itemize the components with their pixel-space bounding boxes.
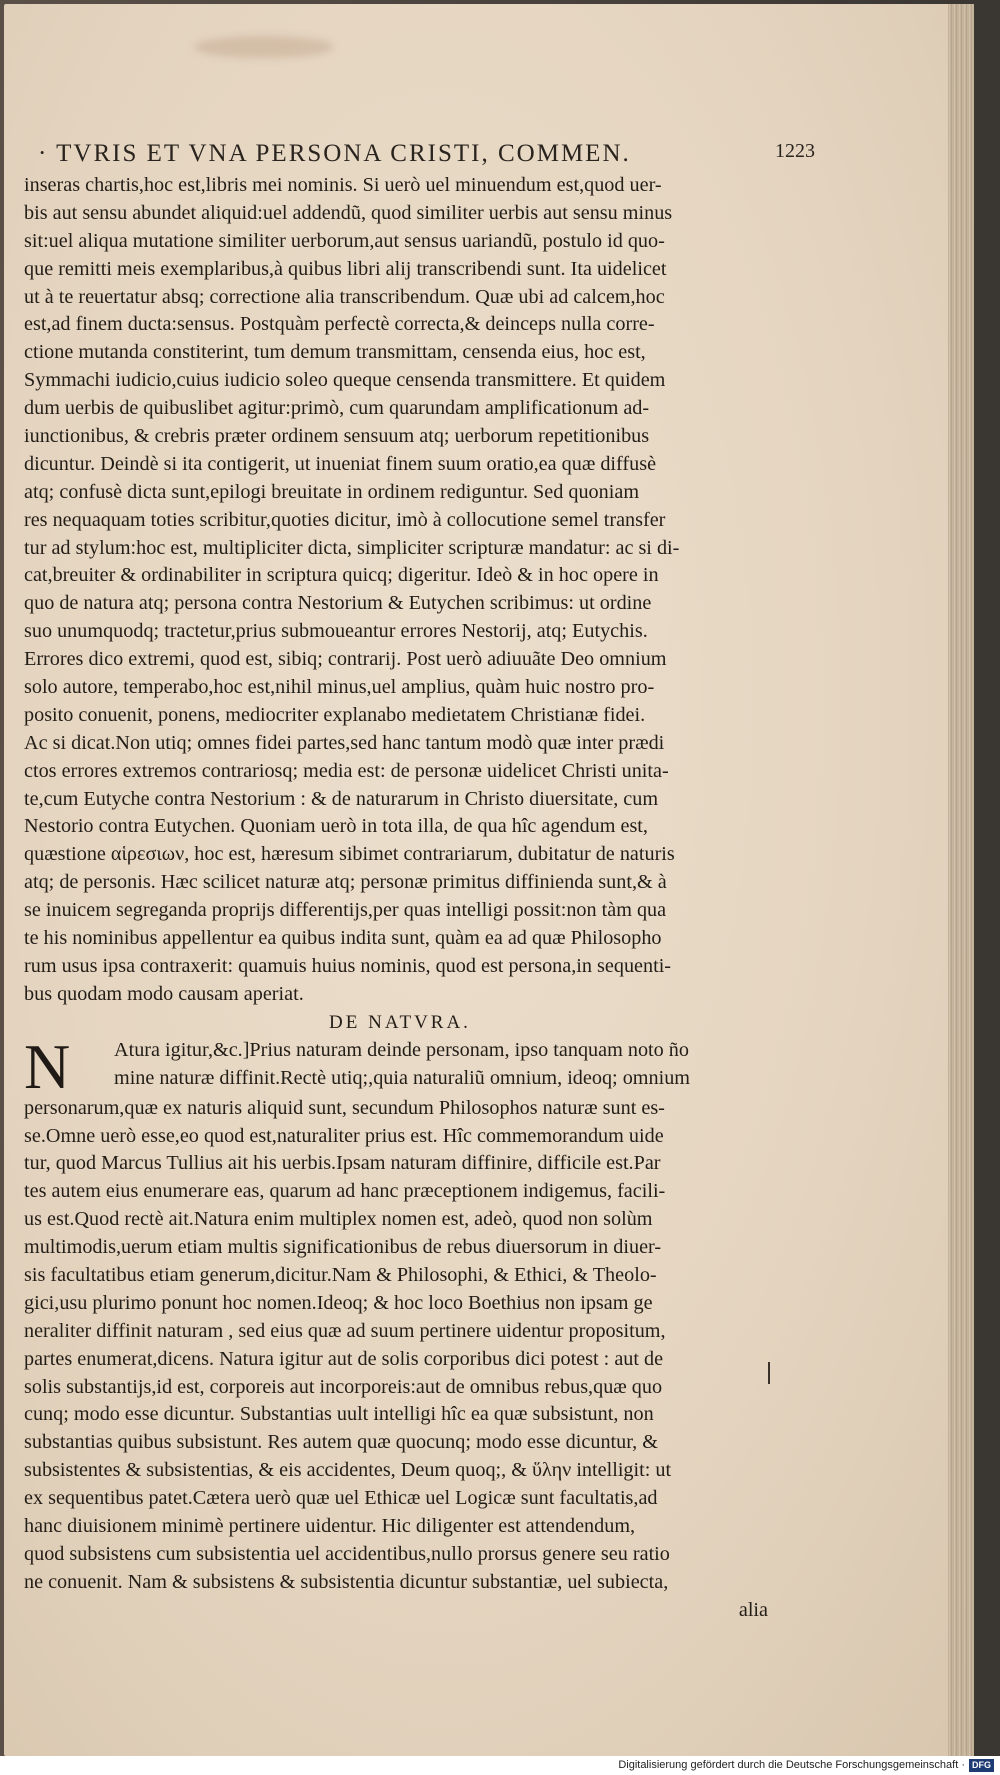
text-line: personarum,quæ ex naturis aliquid sunt, secundum Philosophos naturæ sunt es- [24, 1096, 665, 1119]
text-line: atq; confusè dicta sunt,epilogi breuitate in ordinem rediguntur. Sed quoniam [24, 480, 640, 503]
text-line: se inuicem segreganda proprijs differentijs,per quas intelligi possit:non tàm qua [24, 899, 667, 922]
initial-paragraph [24, 1030, 776, 1102]
text-line: partes enumerat,dicens. Natura igitur aut de solis corporibus dici potest : aut de [24, 1347, 664, 1370]
text-line: ut à te reuertatur absq; correctione alia transcribendum. Quæ ubi ad calcem,hoc [24, 285, 665, 308]
text-line: dum uerbis de quibuslibet agitur:primò, cum quarundam amplificationum ad- [24, 397, 650, 420]
text-line: multimodis,uerum etiam multis significationibus de rebus diuersorum in diuer- [24, 1236, 662, 1259]
text-line: Errores dico extremi, quod est, sibiq; contrarij. Post uerò adiuuãte Deo omnium [24, 648, 667, 671]
section-heading: DE NATVRA. [329, 1011, 471, 1033]
text-line: iunctionibus, & crebris præter ordinem sensuum atq; uerborum repetitionibus [24, 425, 650, 448]
text-line: mine naturæ diffinit.Rectè utiq;,quia naturaliũ omnium, ideoq; omnium [114, 1066, 691, 1089]
footer-credit: Digitalisierung gefördert durch die Deutsche Forschungsgemeinschaft · [618, 1759, 965, 1771]
catchword: alia [738, 1598, 768, 1621]
text-line: inseras chartis,hoc est,libris mei nominis. Si uerò uel minuendum est,quod uer- [24, 174, 662, 196]
margin-mark [768, 1362, 770, 1384]
text-line: ctione mutanda constiterint, tum demum transmittam, censenda eius, hoc est, [24, 341, 646, 364]
paper-stain [194, 36, 334, 58]
paragraph-natura [24, 1095, 776, 1597]
text-line: subsistentes & subsistentias, & eis accidentes, Deum quoq;, & ὕλην intelligit: ut [24, 1459, 672, 1482]
text-line: tur, quod Marcus Tullius ait his uerbis.Ipsam naturam diffinire, difficile est.Par [24, 1152, 661, 1175]
text-line: Ac si dicat.Non utiq; omnes fidei partes,sed hanc tantum modò quæ inter prædi [24, 731, 665, 754]
text-line: ex sequentibus patet.Cætera uerò quæ uel Ethicæ uel Logicæ sunt facultatis,ad [24, 1487, 658, 1510]
text-line: posito conuenit, ponens, mediocriter explanabo medietatem Christianæ fidei. [24, 703, 646, 726]
text-line: Symmachi iudicio,cuius iudicio soleo queque censenda transmittere. Et quidem [24, 369, 666, 392]
drop-cap-initial: N [24, 1030, 71, 1102]
text-line: bis aut sensu abundet aliquid:uel addendũ, quod similiter uerbis aut sensu minus [24, 201, 673, 224]
text-line: hanc diuisionem minimè pertinere uidentur. Hic diligenter est attendendum, [24, 1514, 636, 1537]
text-block [24, 172, 776, 1625]
text-line: neraliter diffinit naturam , sed eius quæ ad suum pertinere uidentur propositum, [24, 1319, 666, 1342]
text-line: te his nominibus appellentur ea quibus indita sunt, quàm ea ad quæ Philosopho [24, 927, 662, 950]
page-edge-stack [948, 4, 974, 1756]
text-line: te,cum Eutyche contra Nestorium : & de naturarum in Christo diuersitate, cum [24, 787, 659, 810]
text-line: us est.Quod rectè ait.Natura enim multiplex nomen est, adeò, quod non solùm [24, 1208, 653, 1231]
text-line: sit:uel aliqua mutatione similiter uerborum,aut sensus uariandũ, postulo id quo- [24, 229, 665, 252]
text-line: se.Omne uerò esse,eo quod est,naturaliter prius est. Hîc commemorandum uide [24, 1124, 664, 1147]
text-line: tes autem eius enumerare eas, quarum ad hanc præceptionem indigemus, facili- [24, 1180, 666, 1203]
text-line: res nequaquam toties scribitur,quoties dicitur, imò à collocutione semel transfer [24, 508, 666, 531]
text-line: substantias quibus subsistunt. Res autem quæ quocunq; modo esse dicuntur, & [24, 1431, 658, 1454]
folio-number: 1223 [775, 140, 815, 162]
text-line: est,ad finem ducta:sensus. Postquàm perfectè correcta,& deinceps nulla corre- [24, 313, 655, 336]
text-line: suo unumquodq; tractetur,prius submoueantur errores Nestorij, atq; Eutychis. [24, 620, 648, 643]
digitization-footer [0, 1756, 1000, 1775]
text-line: cat,breuiter & ordinabiliter in scriptura quicq; digeritur. Ideò & in hoc opere in [24, 564, 659, 587]
text-line: ne conuenit. Nam & subsistens & subsistentia dicuntur substantiæ, uel subiecta, [24, 1570, 669, 1593]
text-line: gici,usu plurimo ponunt hoc nomen.Ideoq; & hoc loco Boethius non ipsam ge [24, 1291, 653, 1314]
text-line: bus quodam modo causam aperiat. [24, 982, 304, 1005]
text-line: rum usus ipsa contraxerit: quamuis huius nominis, quod est persona,in sequenti- [24, 954, 672, 977]
text-line: quæstione αἱρεσιων, hoc est, hæresum sibimet contrariarum, dubitatur de naturis [24, 843, 675, 866]
text-line: quod subsistens cum subsistentia uel accidentibus,nullo prorsus genere seu ratio [24, 1542, 670, 1565]
running-head: · TVRIS ET VNA PERSONA CRISTI, COMMEN. [38, 140, 631, 167]
text-line: ctos errores extremos contrariosq; media est: de personæ uidelicet Christi unita- [24, 759, 669, 782]
text-line: quo de natura atq; persona contra Nestorium & Eutychen scribimus: ut ordine [24, 592, 652, 615]
text-line: sis facultatibus etiam generum,dicitur.Nam & Philosophi, & Ethici, & Theolo- [24, 1263, 657, 1286]
text-line: que remitti meis exemplaribus,à quibus libri alij transcribendi sunt. Ita uidelicet [24, 257, 667, 280]
text-line: Atura igitur,&c.]Prius naturam deinde personam, ipso tanquam noto ño [114, 1038, 689, 1061]
text-line: atq; de personis. Hæc scilicet naturæ atq; personæ primitus diffinienda sunt,& à [24, 871, 667, 894]
text-line: solis substantijs,id est, corporeis aut incorporeis:aut de omnibus rebus,quæ quo [24, 1375, 663, 1398]
text-line: tur ad stylum:hoc est, multipliciter dicta, simpliciter scripturæ mandatur: ac si di- [24, 536, 680, 559]
text-line: Nestorio contra Eutychen. Quoniam uerò in tota illa, de qua hîc agendum est, [24, 815, 648, 838]
text-line: dicuntur. Deindè si ita contigerit, ut inueniat finem suum oratio,ea quæ diffusè [24, 452, 657, 475]
text-line: cunq; modo esse dicuntur. Substantias uult intelligi hîc ea quæ subsistunt, non [24, 1403, 654, 1426]
dfg-logo: DFG [969, 1759, 994, 1772]
paragraph-commentary [24, 172, 776, 1009]
initial-lines [24, 1030, 776, 1102]
text-line: solo autore, temperabo,hoc est,nihil minus,uel amplius, quàm huic nostro pro- [24, 676, 655, 699]
